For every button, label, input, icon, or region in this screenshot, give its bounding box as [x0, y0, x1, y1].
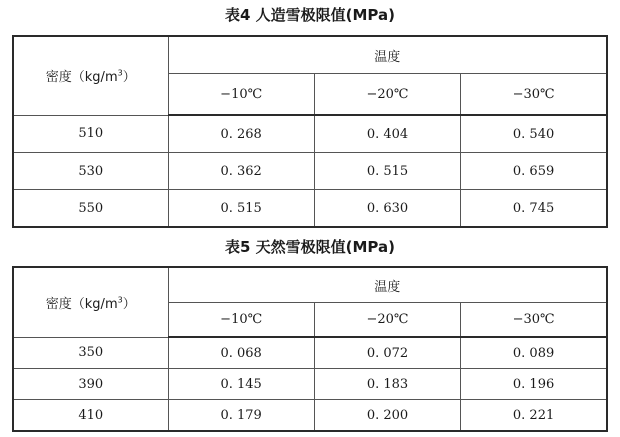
table5-caption: 表5 天然雪极限值(MPa): [224, 238, 395, 256]
table5-row-header: [13, 267, 168, 337]
row-header-superscript: 3: [117, 295, 123, 305]
table-row: [13, 337, 607, 369]
value-cell: 0. 068: [168, 337, 314, 369]
value-cell: 0. 630: [314, 190, 460, 228]
table4-col-minus30: −30℃: [461, 74, 607, 116]
value-cell: 0. 362: [168, 153, 314, 190]
row-header-text: 密度（kg/m: [45, 296, 118, 312]
density-cell: 390: [13, 369, 168, 400]
value-cell: 0. 515: [168, 190, 314, 228]
density-cell: 510: [13, 115, 168, 153]
density-cell: 550: [13, 190, 168, 228]
density-cell: 530: [13, 153, 168, 190]
row-header-text: 密度（kg/m: [45, 70, 118, 86]
row-header-superscript: 3: [117, 68, 123, 78]
table4-col-minus20: −20℃: [314, 74, 460, 116]
value-cell: 0. 183: [314, 369, 460, 400]
table5-temperature-header: 温度: [168, 267, 607, 303]
table-row: [13, 400, 607, 432]
value-cell: 0. 179: [168, 400, 314, 432]
value-cell: 0. 404: [314, 115, 460, 153]
value-cell: 0. 659: [461, 153, 607, 190]
table5-col-minus20: −20℃: [314, 303, 460, 338]
value-cell: 0. 268: [168, 115, 314, 153]
table4-col-minus10: −10℃: [168, 74, 314, 116]
table-row: [13, 153, 607, 190]
value-cell: 0. 515: [314, 153, 460, 190]
table4-row-header: [13, 36, 168, 115]
value-cell: 0. 221: [461, 400, 607, 432]
table4-temperature-header: 温度: [168, 36, 607, 74]
table-row: [13, 115, 607, 153]
row-header-close: ）: [122, 70, 136, 86]
row-header-close: ）: [122, 296, 136, 312]
density-cell: 410: [13, 400, 168, 432]
density-cell: 350: [13, 337, 168, 369]
table5: [12, 266, 608, 432]
value-cell: 0. 089: [461, 337, 607, 369]
table5-col-minus10: −10℃: [168, 303, 314, 338]
table4-caption: 表4 人造雪极限值(MPa): [224, 6, 395, 24]
table5-col-minus30: −30℃: [461, 303, 607, 338]
table-row: [13, 190, 607, 228]
value-cell: 0. 196: [461, 369, 607, 400]
table4: [12, 35, 608, 228]
value-cell: 0. 072: [314, 337, 460, 369]
value-cell: 0. 145: [168, 369, 314, 400]
value-cell: 0. 540: [461, 115, 607, 153]
value-cell: 0. 745: [461, 190, 607, 228]
table-row: [13, 369, 607, 400]
value-cell: 0. 200: [314, 400, 460, 432]
